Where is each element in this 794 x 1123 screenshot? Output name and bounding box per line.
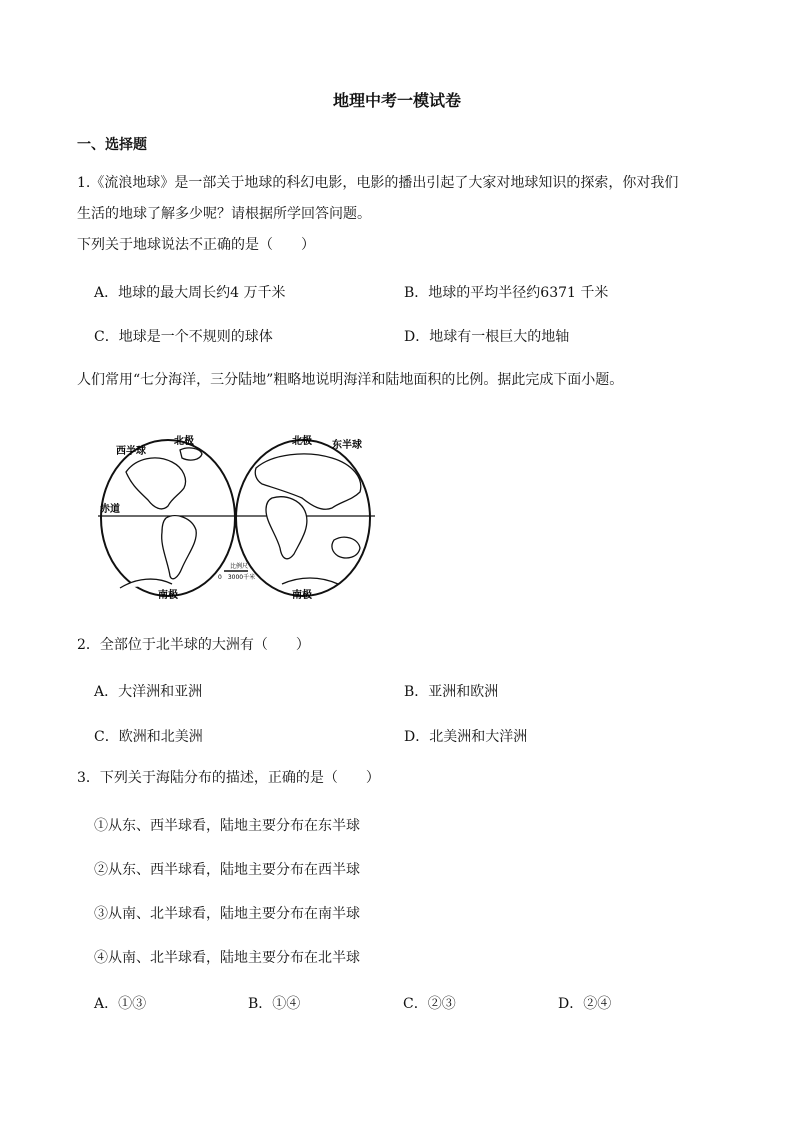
africa-shape (266, 497, 307, 559)
east-hemisphere-label: 东半球 (332, 440, 362, 451)
south-america-shape (162, 516, 197, 579)
north-america-shape (126, 458, 186, 509)
hemispheres-map (96, 428, 386, 603)
passage: 人们常用“七分海洋，三分陆地”粗略地说明海洋和陆地面积的比例。据此完成下面小题。 (77, 372, 624, 388)
q3-statement-4: ④从南、北半球看，陆地主要分布在北半球 (94, 950, 360, 966)
q3-option-a: A．①③ (94, 996, 147, 1012)
q1-option-a: A．地球的最大周长约4 万千米 (94, 285, 286, 301)
q3-statement-3: ③从南、北半球看，陆地主要分布在南半球 (94, 906, 360, 922)
q2-stem: 2．全部位于北半球的大洲有（ ） (77, 637, 310, 653)
section-heading: 一、选择题 (77, 137, 147, 153)
q1-option-d: D．地球有一根巨大的地轴 (404, 329, 570, 345)
q1-option-c: C．地球是一个不规则的球体 (94, 329, 273, 345)
q1-stem-line1: 1.《流浪地球》是一部关于地球的科幻电影，电影的播出引起了大家对地球知识的探索，你对我们 (77, 175, 679, 191)
q1-stem-line2: 生活的地球了解多少呢？请根据所学回答问题。 (77, 206, 371, 222)
scale-title: 比例尺 (230, 563, 249, 570)
equator-label: 赤道 (100, 504, 120, 515)
page-title: 地理中考一模试卷 (332, 91, 461, 110)
australia-shape (332, 537, 360, 558)
q3-stem: 3．下列关于海陆分布的描述，正确的是（ ） (77, 770, 380, 786)
q2-option-b: B．亚洲和欧洲 (404, 684, 499, 700)
west-hemisphere-label: 西半球 (116, 446, 146, 457)
antarctica-east-shape (282, 578, 338, 584)
q1-prompt: 下列关于地球说法不正确的是（ ） (77, 237, 315, 253)
q3-option-b: B．①④ (248, 996, 301, 1012)
q3-option-c: C．②③ (403, 996, 456, 1012)
south-pole-right-label: 南极 (292, 590, 312, 601)
q2-option-a: A．大洋洲和亚洲 (94, 684, 203, 700)
south-pole-left-label: 南极 (158, 590, 178, 601)
q3-statement-1: ①从东、西半球看，陆地主要分布在东半球 (94, 818, 360, 834)
q2-option-d: D．北美洲和大洋洲 (404, 729, 528, 745)
greenland-shape (180, 448, 202, 460)
q3-option-d: D．②④ (558, 996, 612, 1012)
q2-option-c: C．欧洲和北美洲 (94, 729, 203, 745)
north-pole-left-label: 北极 (174, 436, 194, 447)
scale-label: 0 3000千米 (218, 574, 256, 581)
q1-option-b: B．地球的平均半径约6371 千米 (404, 285, 609, 301)
north-pole-right-label: 北极 (292, 436, 312, 447)
q3-statement-2: ②从东、西半球看，陆地主要分布在西半球 (94, 862, 360, 878)
